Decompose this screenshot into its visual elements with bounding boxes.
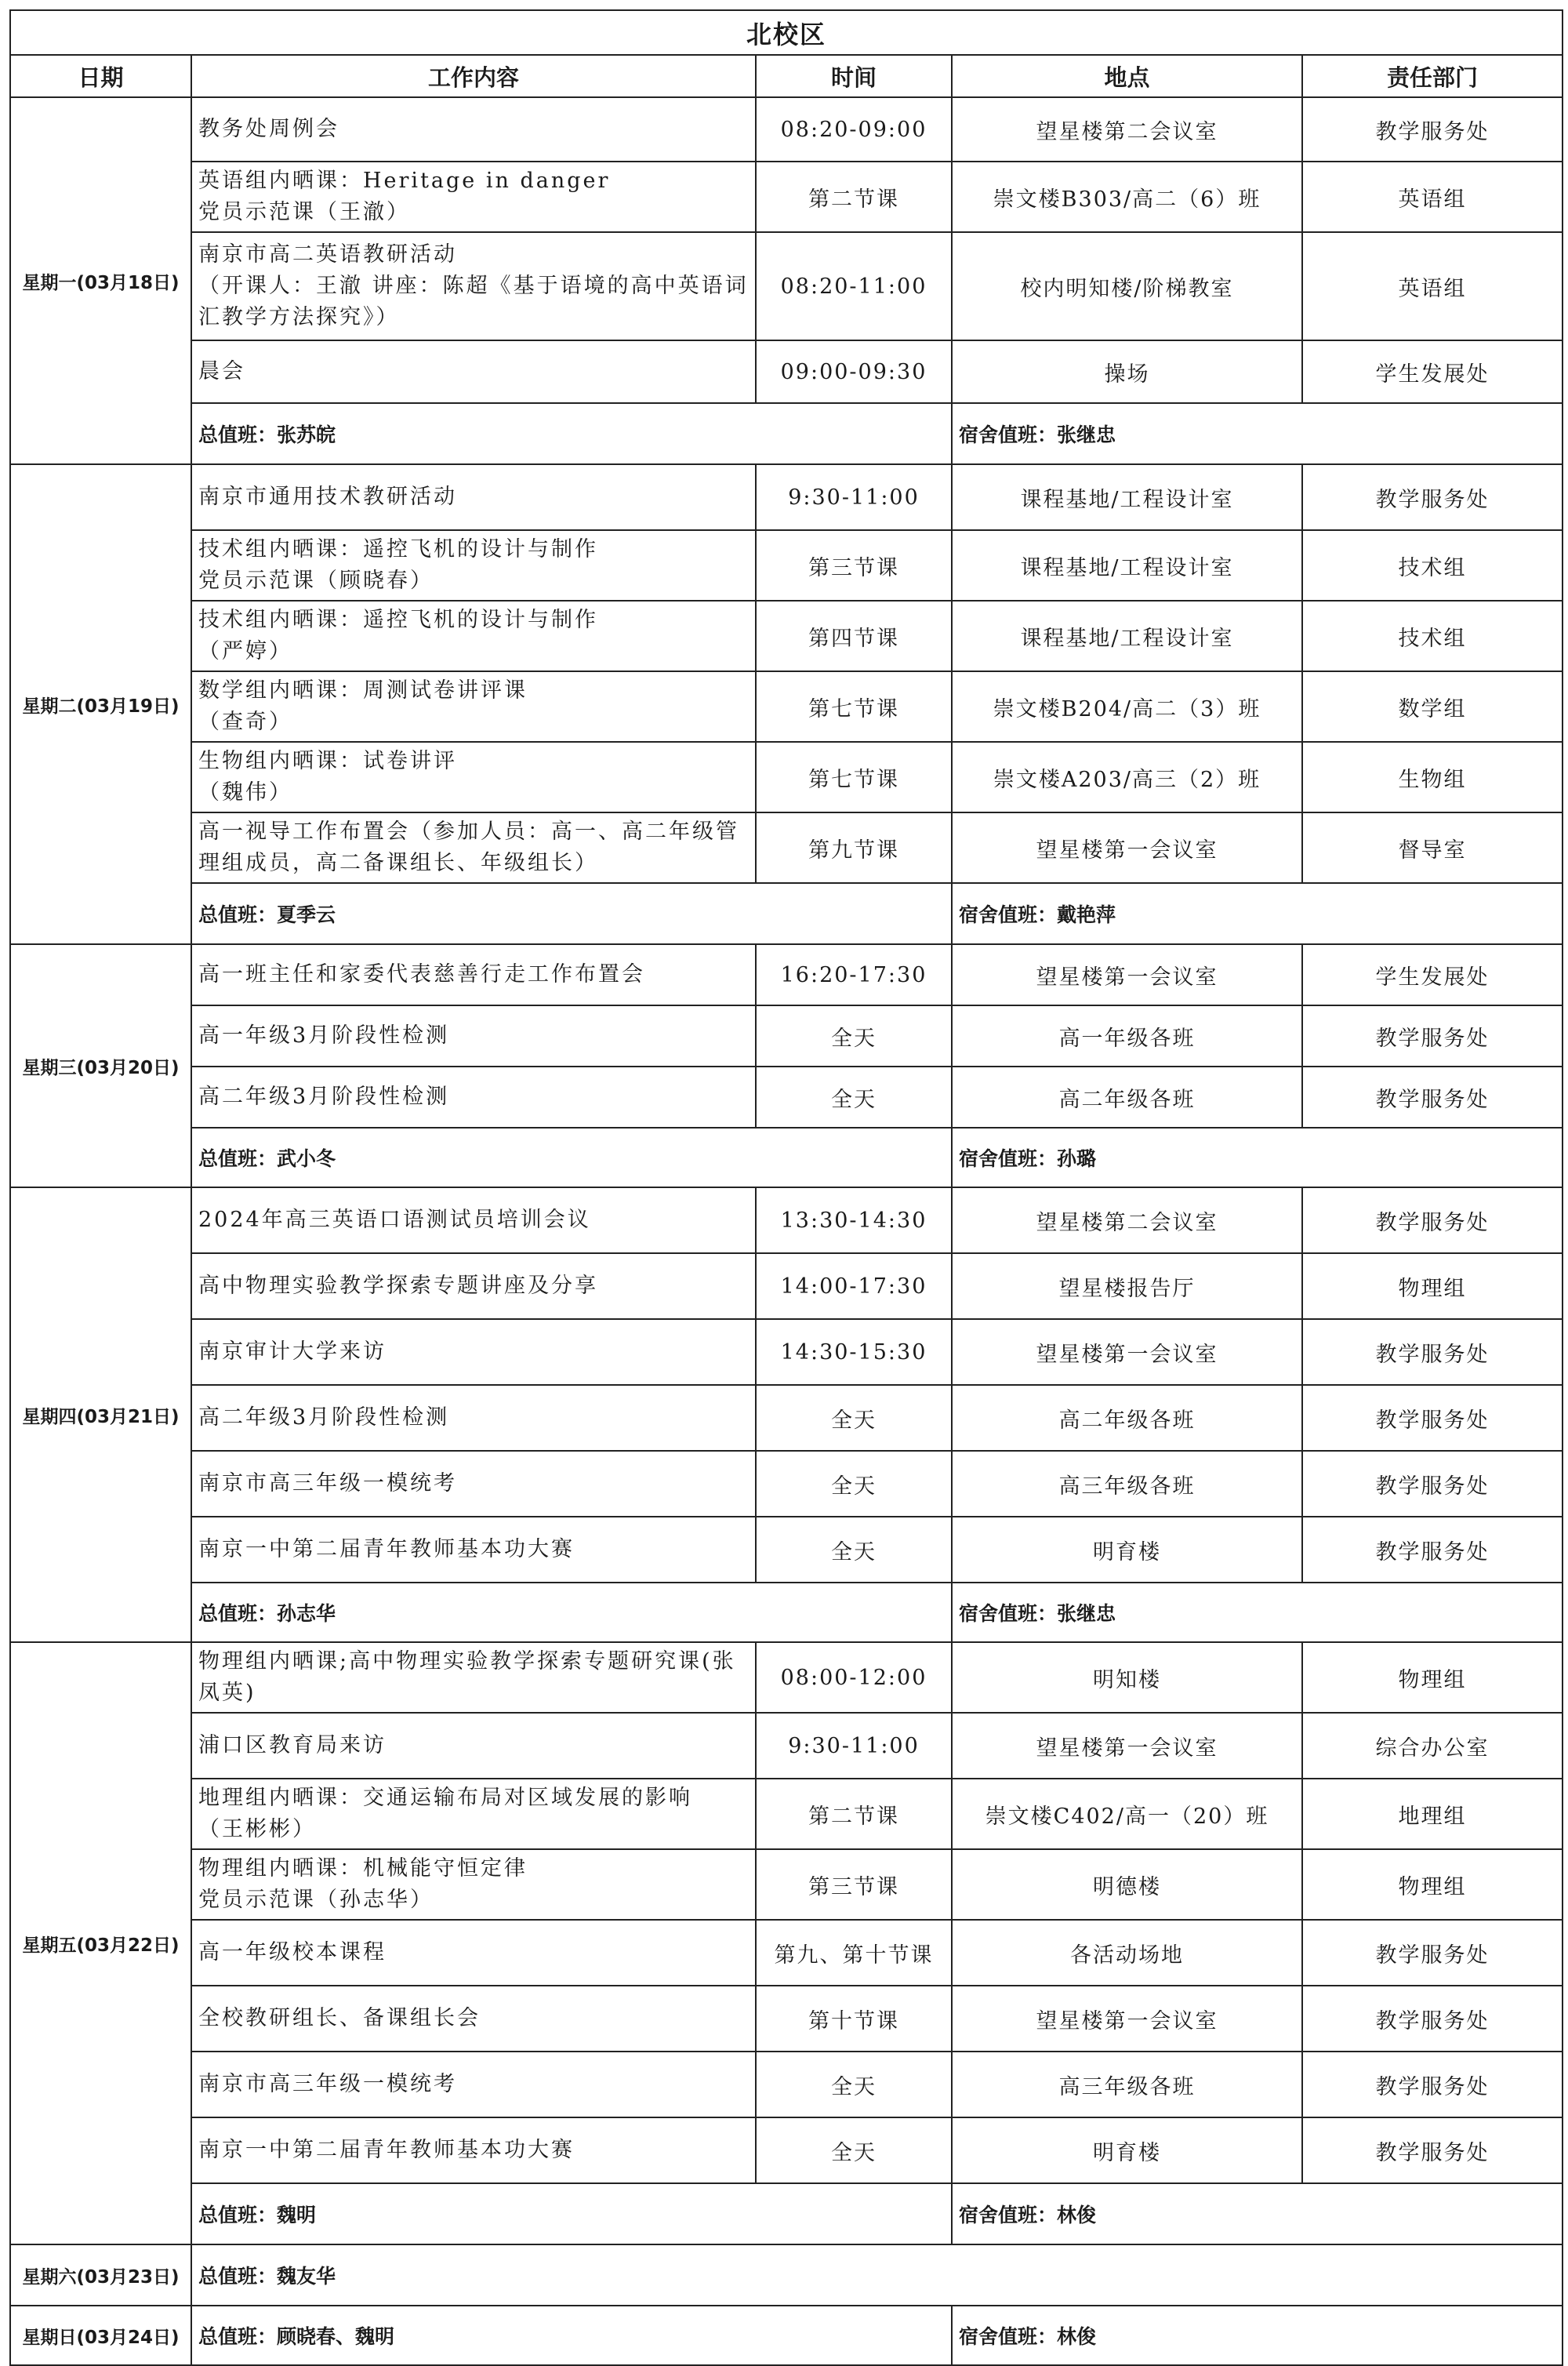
table-row: [10, 2117, 1563, 2183]
place-cell: 望星楼第二会议室: [952, 1187, 1302, 1253]
day-label: 星期二(03月19日): [10, 464, 191, 944]
time-cell: 第三节课: [756, 1849, 952, 1920]
table-row: [10, 1517, 1563, 1583]
place-cell: 望星楼报告厅: [952, 1253, 1302, 1319]
place-cell: 明知楼: [952, 1642, 1302, 1713]
dept-cell: 教学服务处: [1302, 2052, 1563, 2117]
schedule-table: [9, 9, 1563, 2366]
table-row: [10, 162, 1563, 232]
dept-cell: 教学服务处: [1302, 1067, 1563, 1128]
time-cell: 全天: [756, 1517, 952, 1583]
day-label: 星期日(03月24日): [10, 2306, 191, 2365]
dept-cell: 数学组: [1302, 671, 1563, 742]
duty-cell: 总值班：夏季云: [191, 883, 952, 944]
duty-cell: 总值班：魏明: [191, 2183, 952, 2244]
time-cell: 第九、第十节课: [756, 1920, 952, 1986]
time-cell: 第三节课: [756, 530, 952, 601]
table-row: [10, 1451, 1563, 1517]
dept-cell: 教学服务处: [1302, 1187, 1563, 1253]
dept-cell: 督导室: [1302, 812, 1563, 883]
place-cell: 望星楼第一会议室: [952, 812, 1302, 883]
place-cell: 各活动场地: [952, 1920, 1302, 1986]
duty-cell: 总值班：顾晓春、魏明: [191, 2306, 952, 2365]
dorm-duty-cell: 宿舍值班：孙璐: [952, 1128, 1563, 1187]
dept-cell: 技术组: [1302, 530, 1563, 601]
table-row: [10, 1067, 1563, 1128]
place-cell: 望星楼第二会议室: [952, 97, 1302, 162]
work-content-cell: 技术组内晒课：遥控飞机的设计与制作 党员示范课（顾晓春）: [191, 530, 756, 601]
table-row: [10, 1713, 1563, 1779]
time-cell: 第十节课: [756, 1986, 952, 2052]
place-cell: 高一年级各班: [952, 1005, 1302, 1067]
place-cell: 崇文楼B204/高二（3）班: [952, 671, 1302, 742]
work-content-cell: 南京市高三年级一模统考: [191, 1451, 756, 1517]
time-cell: 14:00-17:30: [756, 1253, 952, 1319]
time-cell: 全天: [756, 2117, 952, 2183]
dept-cell: 教学服务处: [1302, 97, 1563, 162]
duty-row: [10, 403, 1563, 464]
place-cell: 崇文楼C402/高一（20）班: [952, 1779, 1302, 1849]
dept-cell: 教学服务处: [1302, 1005, 1563, 1067]
duty-row: [10, 1583, 1563, 1642]
header-dept: 责任部门: [1302, 55, 1563, 97]
table-row: [10, 812, 1563, 883]
place-cell: 高三年级各班: [952, 2052, 1302, 2117]
dept-cell: 教学服务处: [1302, 1517, 1563, 1583]
table-row: [10, 1920, 1563, 1986]
work-content-cell: 生物组内晒课：试卷讲评 （魏伟）: [191, 742, 756, 812]
day-label: 星期四(03月21日): [10, 1187, 191, 1642]
time-cell: 全天: [756, 1067, 952, 1128]
day-label: 星期三(03月20日): [10, 944, 191, 1187]
time-cell: 13:30-14:30: [756, 1187, 952, 1253]
duty-row: [10, 2183, 1563, 2244]
table-row: [10, 232, 1563, 340]
work-content-cell: 技术组内晒课：遥控飞机的设计与制作 （严婷）: [191, 601, 756, 671]
time-cell: 16:20-17:30: [756, 944, 952, 1005]
place-cell: 望星楼第一会议室: [952, 1319, 1302, 1385]
table-row: [10, 1986, 1563, 2052]
dept-cell: 英语组: [1302, 232, 1563, 340]
place-cell: 望星楼第一会议室: [952, 1986, 1302, 2052]
duty-cell: 总值班：魏友华: [191, 2244, 1563, 2306]
time-cell: 全天: [756, 1005, 952, 1067]
time-cell: 08:20-11:00: [756, 232, 952, 340]
work-content-cell: 高一年级3月阶段性检测: [191, 1005, 756, 1067]
table-row: [10, 742, 1563, 812]
dept-cell: 教学服务处: [1302, 1319, 1563, 1385]
table-row: [10, 601, 1563, 671]
work-content-cell: 高一年级校本课程: [191, 1920, 756, 1986]
day-label: 星期六(03月23日): [10, 2244, 191, 2306]
table-row: [10, 1849, 1563, 1920]
work-content-cell: 南京市高二英语教研活动 （开课人：王澈 讲座：陈超《基于语境的高中英语词汇教学方法探究》）: [191, 232, 756, 340]
dept-cell: 学生发展处: [1302, 340, 1563, 403]
dept-cell: 物理组: [1302, 1849, 1563, 1920]
dept-cell: 物理组: [1302, 1642, 1563, 1713]
dorm-duty-cell: 宿舍值班：林俊: [952, 2183, 1563, 2244]
place-cell: 高二年级各班: [952, 1385, 1302, 1451]
place-cell: 校内明知楼/阶梯教室: [952, 232, 1302, 340]
table-row: [10, 1642, 1563, 1713]
dept-cell: 教学服务处: [1302, 1451, 1563, 1517]
dept-cell: 生物组: [1302, 742, 1563, 812]
work-content-cell: 物理组内晒课;高中物理实验教学探索专题研究课(张凤英): [191, 1642, 756, 1713]
dorm-duty-cell: 宿舍值班：戴艳萍: [952, 883, 1563, 944]
table-row: [10, 1253, 1563, 1319]
table-row: [10, 671, 1563, 742]
dept-cell: 英语组: [1302, 162, 1563, 232]
place-cell: 望星楼第一会议室: [952, 1713, 1302, 1779]
dept-cell: 教学服务处: [1302, 464, 1563, 530]
time-cell: 08:20-09:00: [756, 97, 952, 162]
day-label: 星期五(03月22日): [10, 1642, 191, 2244]
work-content-cell: 晨会: [191, 340, 756, 403]
place-cell: 崇文楼B303/高二（6）班: [952, 162, 1302, 232]
table-row: [10, 97, 1563, 162]
place-cell: 操场: [952, 340, 1302, 403]
work-content-cell: 高二年级3月阶段性检测: [191, 1385, 756, 1451]
time-cell: 第九节课: [756, 812, 952, 883]
time-cell: 全天: [756, 2052, 952, 2117]
table-row: [10, 1385, 1563, 1451]
work-content-cell: 高一视导工作布置会（参加人员：高一、高二年级管理组成员，高二备课组长、年级组长）: [191, 812, 756, 883]
day-label: 星期一(03月18日): [10, 97, 191, 464]
work-content-cell: 南京市通用技术教研活动: [191, 464, 756, 530]
dept-cell: 教学服务处: [1302, 1920, 1563, 1986]
duty-cell: 总值班：孙志华: [191, 1583, 952, 1642]
dorm-duty-cell: 宿舍值班：张继忠: [952, 1583, 1563, 1642]
work-content-cell: 物理组内晒课：机械能守恒定律 党员示范课（孙志华）: [191, 1849, 756, 1920]
place-cell: 明育楼: [952, 1517, 1302, 1583]
time-cell: 9:30-11:00: [756, 1713, 952, 1779]
header-date: 日期: [10, 55, 191, 97]
table-row: [10, 530, 1563, 601]
time-cell: 第七节课: [756, 671, 952, 742]
dorm-duty-cell: 宿舍值班：林俊: [952, 2306, 1563, 2365]
time-cell: 09:00-09:30: [756, 340, 952, 403]
time-cell: 第二节课: [756, 1779, 952, 1849]
header-content: 工作内容: [191, 55, 756, 97]
dept-cell: 物理组: [1302, 1253, 1563, 1319]
table-row: [10, 1779, 1563, 1849]
work-content-cell: 浦口区教育局来访: [191, 1713, 756, 1779]
work-content-cell: 全校教研组长、备课组长会: [191, 1986, 756, 2052]
dept-cell: 地理组: [1302, 1779, 1563, 1849]
place-cell: 课程基地/工程设计室: [952, 464, 1302, 530]
dept-cell: 教学服务处: [1302, 1986, 1563, 2052]
work-content-cell: 高二年级3月阶段性检测: [191, 1067, 756, 1128]
work-content-cell: 南京审计大学来访: [191, 1319, 756, 1385]
work-content-cell: 英语组内晒课：Heritage in danger 党员示范课（王澈）: [191, 162, 756, 232]
table-row: [10, 340, 1563, 403]
time-cell: 第二节课: [756, 162, 952, 232]
time-cell: 第四节课: [756, 601, 952, 671]
dept-cell: 学生发展处: [1302, 944, 1563, 1005]
place-cell: 课程基地/工程设计室: [952, 601, 1302, 671]
work-content-cell: 教务处周例会: [191, 97, 756, 162]
work-content-cell: 2024年高三英语口语测试员培训会议: [191, 1187, 756, 1253]
table-title: 北校区: [10, 10, 1563, 55]
duty-cell: 总值班：武小冬: [191, 1128, 952, 1187]
header-time: 时间: [756, 55, 952, 97]
header-place: 地点: [952, 55, 1302, 97]
dorm-duty-cell: 宿舍值班：张继忠: [952, 403, 1563, 464]
dept-cell: 综合办公室: [1302, 1713, 1563, 1779]
time-cell: 全天: [756, 1385, 952, 1451]
dept-cell: 教学服务处: [1302, 1385, 1563, 1451]
place-cell: 课程基地/工程设计室: [952, 530, 1302, 601]
time-cell: 08:00-12:00: [756, 1642, 952, 1713]
work-content-cell: 数学组内晒课：周测试卷讲评课 （查奇）: [191, 671, 756, 742]
duty-cell: 总值班：张苏皖: [191, 403, 952, 464]
dept-cell: 教学服务处: [1302, 2117, 1563, 2183]
dept-cell: 技术组: [1302, 601, 1563, 671]
table-row: [10, 1187, 1563, 1253]
duty-row: [10, 883, 1563, 944]
work-content-cell: 高中物理实验教学探索专题讲座及分享: [191, 1253, 756, 1319]
time-cell: 第七节课: [756, 742, 952, 812]
place-cell: 高三年级各班: [952, 1451, 1302, 1517]
work-content-cell: 南京市高三年级一模统考: [191, 2052, 756, 2117]
place-cell: 崇文楼A203/高三（2）班: [952, 742, 1302, 812]
work-content-cell: 高一班主任和家委代表慈善行走工作布置会: [191, 944, 756, 1005]
place-cell: 高二年级各班: [952, 1067, 1302, 1128]
table-row: [10, 464, 1563, 530]
table-row: [10, 944, 1563, 1005]
place-cell: 望星楼第一会议室: [952, 944, 1302, 1005]
work-content-cell: 南京一中第二届青年教师基本功大赛: [191, 2117, 756, 2183]
time-cell: 14:30-15:30: [756, 1319, 952, 1385]
table-row: [10, 2052, 1563, 2117]
table-row: [10, 1319, 1563, 1385]
time-cell: 全天: [756, 1451, 952, 1517]
table-row: [10, 1005, 1563, 1067]
duty-row: [10, 1128, 1563, 1187]
place-cell: 明育楼: [952, 2117, 1302, 2183]
work-content-cell: 南京一中第二届青年教师基本功大赛: [191, 1517, 756, 1583]
work-content-cell: 地理组内晒课：交通运输布局对区域发展的影响 （王彬彬）: [191, 1779, 756, 1849]
time-cell: 9:30-11:00: [756, 464, 952, 530]
place-cell: 明德楼: [952, 1849, 1302, 1920]
